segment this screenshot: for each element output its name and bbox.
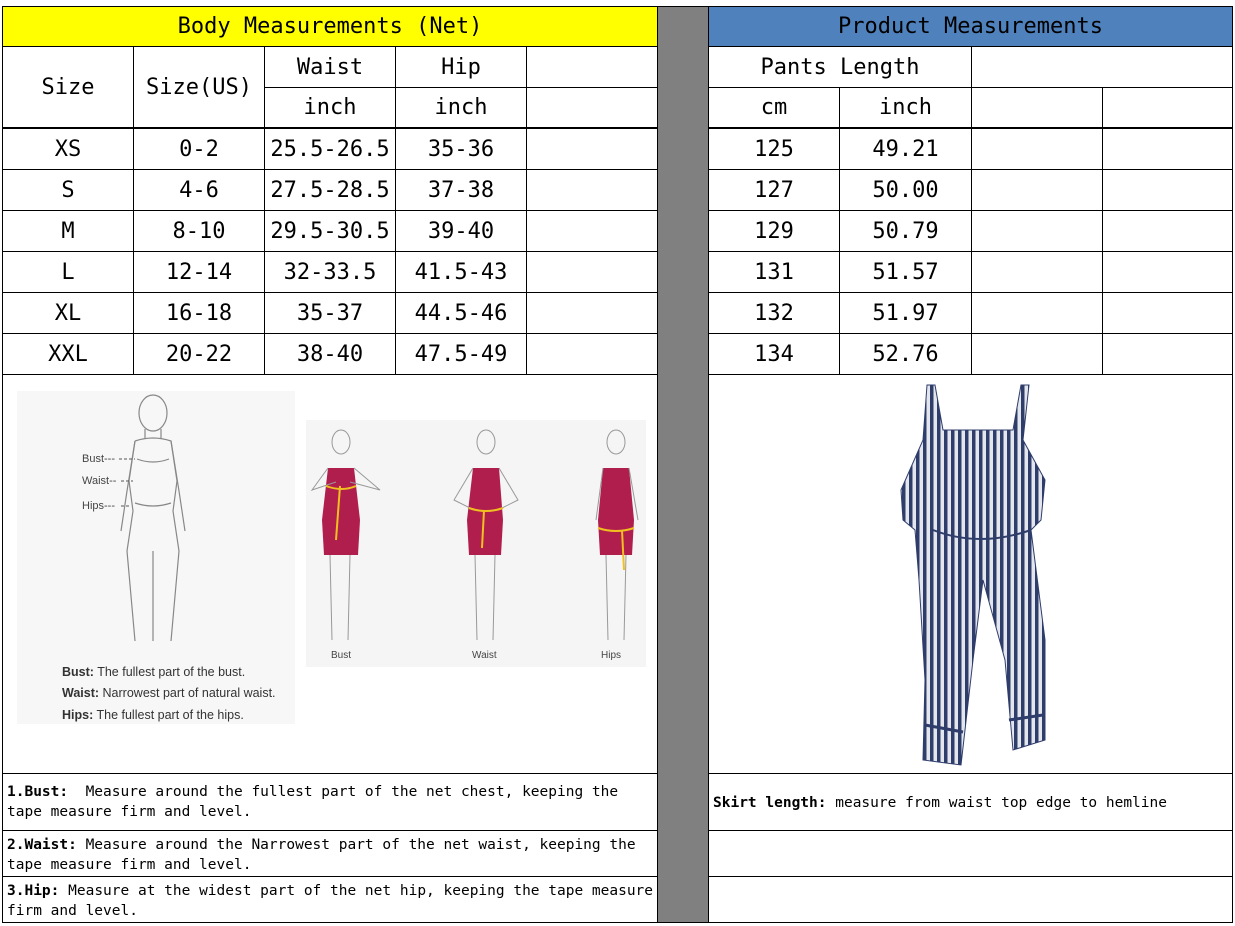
cell-cm: 125 (708, 128, 840, 170)
cell-size-us: 8-10 (133, 210, 265, 252)
hips-term: Hips: (62, 708, 94, 722)
caption-bust: Bust (331, 650, 352, 661)
cell-waist: 25.5-26.5 (264, 128, 396, 170)
waist-definition-text: Narrowest part of natural waist. (102, 686, 276, 700)
header-size-us: Size(US) (133, 46, 265, 128)
overalls-product-image (895, 380, 1075, 770)
note-waist-title: 2.Waist: (7, 837, 77, 853)
note-waist (2, 830, 658, 877)
cell-empty (1102, 169, 1233, 211)
cell-inch: 50.00 (839, 169, 972, 211)
waist-definition (62, 686, 276, 700)
note-skirt-title: Skirt length: (713, 795, 827, 811)
note-bust (2, 773, 658, 831)
cell-empty (971, 333, 1103, 375)
note-hip-text: Measure at the widest part of the net hip, keeping the tape measure firm and level. (7, 883, 654, 919)
cell-waist: 38-40 (264, 333, 396, 375)
unit-inch: inch (839, 87, 972, 128)
cell-hip: 37-38 (395, 169, 527, 211)
unit-cm: cm (708, 87, 840, 128)
cell-hip: 41.5-43 (395, 251, 527, 293)
cell-empty (971, 292, 1103, 334)
unit-hip: inch (395, 87, 527, 128)
product-measurements-title: Product Measurements (708, 6, 1233, 47)
cell-inch: 51.97 (839, 292, 972, 334)
body-measurements-title: Body Measurements (Net) (2, 6, 658, 47)
cell-waist: 27.5-28.5 (264, 169, 396, 211)
cell-waist: 32-33.5 (264, 251, 396, 293)
header-right-empty (971, 46, 1233, 88)
waist-marker-label: Waist-- (82, 475, 117, 487)
body-figure-guide (17, 391, 295, 724)
cell-cm: 134 (708, 333, 840, 375)
cell-empty (971, 169, 1103, 211)
header-size: Size (2, 46, 134, 128)
cell-hip: 44.5-46 (395, 292, 527, 334)
dress-figure-bust (312, 430, 380, 640)
header-waist: Waist (264, 46, 396, 88)
cell-empty (971, 128, 1103, 170)
note-right-empty-1 (708, 830, 1233, 877)
cell-size: M (2, 210, 134, 252)
hips-definition-text: The fullest part of the hips. (96, 708, 244, 722)
note-skirt-length (708, 773, 1233, 831)
waist-term: Waist: (62, 686, 100, 700)
cell-waist: 35-37 (264, 292, 396, 334)
cell-hip: 39-40 (395, 210, 527, 252)
cell-size: S (2, 169, 134, 211)
note-skirt-text: measure from waist top edge to hemline (835, 795, 1167, 811)
cell-size: XL (2, 292, 134, 334)
bust-definition (62, 665, 245, 679)
unit-empty-1 (971, 87, 1103, 128)
striped-overalls (895, 380, 1075, 770)
bust-definition-text: The fullest part of the bust. (97, 665, 246, 679)
header-hip: Hip (395, 46, 527, 88)
cell-empty (526, 251, 658, 293)
cell-size-us: 16-18 (133, 292, 265, 334)
note-right-empty-2 (708, 876, 1233, 923)
caption-hips: Hips (601, 650, 622, 661)
cell-size-us: 4-6 (133, 169, 265, 211)
note-waist-text: Measure around the Narrowest part of the net waist, keeping the tape measure firm and level. (7, 837, 636, 873)
cell-inch: 52.76 (839, 333, 972, 375)
unit-waist: inch (264, 87, 396, 128)
unit-empty-2 (1102, 87, 1233, 128)
cell-empty (1102, 292, 1233, 334)
cell-inch: 51.57 (839, 251, 972, 293)
cell-empty (526, 128, 658, 170)
cell-size: L (2, 251, 134, 293)
cell-size-us: 20-22 (133, 333, 265, 375)
cell-empty (526, 333, 658, 375)
header-empty (526, 46, 658, 88)
note-bust-title: 1.Bust: (7, 784, 69, 800)
cell-empty (971, 210, 1103, 252)
hips-definition (62, 708, 244, 722)
cell-empty (1102, 251, 1233, 293)
bust-term: Bust: (62, 665, 94, 679)
dress-figure-waist (454, 430, 518, 640)
note-hip-title: 3.Hip: (7, 883, 60, 899)
cell-hip: 35-36 (395, 128, 527, 170)
header-pants-length: Pants Length (708, 46, 972, 88)
hips-marker-label: Hips--- (82, 500, 115, 512)
note-hip (2, 876, 658, 923)
cell-cm: 127 (708, 169, 840, 211)
cell-empty (971, 251, 1103, 293)
cell-empty (526, 292, 658, 334)
cell-size-us: 12-14 (133, 251, 265, 293)
cell-empty (1102, 128, 1233, 170)
cell-empty (1102, 210, 1233, 252)
dress-figure-hips (596, 430, 638, 640)
cell-cm: 132 (708, 292, 840, 334)
cell-empty (526, 210, 658, 252)
unit-empty (526, 87, 658, 128)
caption-waist: Waist (472, 650, 497, 661)
cell-inch: 49.21 (839, 128, 972, 170)
body-outline-figure (17, 391, 295, 651)
cell-size: XXL (2, 333, 134, 375)
bust-marker-label: Bust--- (82, 453, 115, 465)
cell-size: XS (2, 128, 134, 170)
cell-cm: 129 (708, 210, 840, 252)
divider-column (657, 6, 709, 923)
cell-waist: 29.5-30.5 (264, 210, 396, 252)
cell-hip: 47.5-49 (395, 333, 527, 375)
dress-figures (306, 420, 646, 650)
cell-inch: 50.79 (839, 210, 972, 252)
note-bust-text: Measure around the fullest part of the net chest, keeping the tape measure firm and level. (7, 784, 619, 820)
cell-empty (1102, 333, 1233, 375)
cell-cm: 131 (708, 251, 840, 293)
cell-size-us: 0-2 (133, 128, 265, 170)
dress-figures-guide (306, 420, 646, 667)
cell-empty (526, 169, 658, 211)
